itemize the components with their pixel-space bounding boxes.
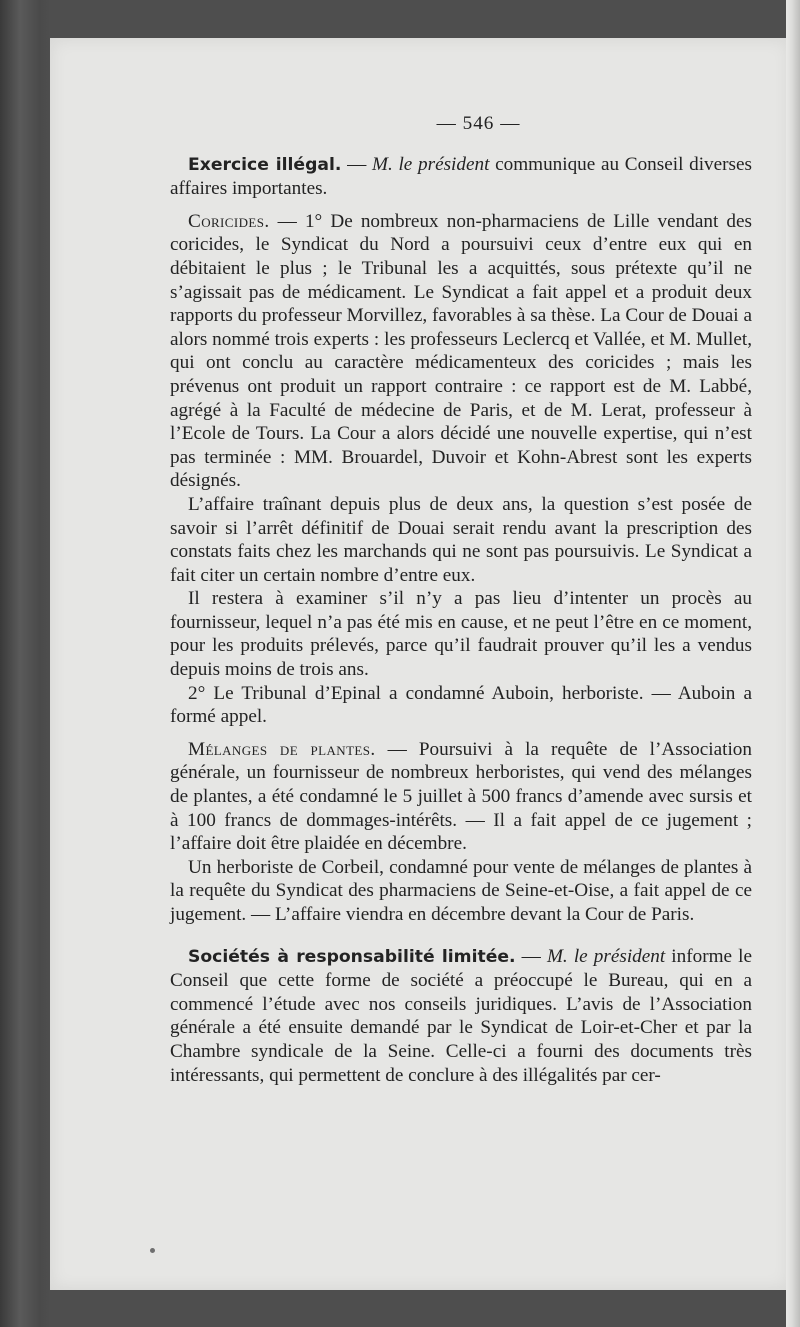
paragraph-text: informe le Conseil que cette forme de société a préoccupé le Bureau, qui en a commencé l’étude avec nos conseils juridiques. L’avis de l’Association générale a été ensuite demandé par le Syndicat de Loir-et-Cher et par la Chambre syndicale de la Seine. Celle-ci a fourni des documents très intéressants, qui permettent de conclure à des illégalités par cer- — [170, 945, 753, 1086]
dash: — — [341, 153, 372, 175]
paragraph-exercice-illegal — [170, 153, 752, 201]
paragraph-coricides-4: 2° Le Tribunal d’Epinal a condamné Auboin, herboriste. — Auboin a formé appel. — [170, 682, 752, 728]
president-reference: M. le président — [372, 153, 490, 175]
section-heading-exercice-illegal: Exercice illégal. — [188, 154, 342, 175]
paragraph-societes — [170, 945, 752, 1088]
dash: — — [515, 945, 547, 967]
paragraph-coricides-2: L’affaire traînant depuis plus de deux ans, la question s’est posée de savoir si l’arrêt définitif de Douai serait rendu avant la prescription des constats faits chez les marchands qui ne sont pas poursuivis. Le Syndicat a fait citer un certain nombre d’entre eux. — [170, 493, 752, 586]
paragraph-coricides — [170, 210, 752, 493]
paragraph-melanges-2: Un herboriste de Corbeil, condamné pour vente de mélanges de plantes à la requête du Syndicat des pharmaciens de Seine-et-Oise, a fait appel de ce jugement. — L’affaire viendra en décembre devant la Cour de Paris. — [170, 856, 752, 925]
section-heading-societes: Sociétés à responsabilité limitée. — [188, 946, 516, 967]
paragraph-text: communique au Conseil diverses affaires importantes. — [170, 153, 752, 200]
paragraph-melanges — [170, 738, 752, 856]
page-edge — [786, 0, 800, 1327]
subsection-label-coricides: Coricides. — [188, 210, 270, 232]
document-body — [170, 112, 752, 1087]
president-reference: M. le président — [546, 945, 666, 967]
paragraph-coricides-3: Il restera à examiner s’il n’y a pas lieu d’intenter un procès au fournisseur, lequel n’a pas été mis en cause, et ne peut l’être en ce moment, pour les produits prélevés, parce qu’il faudrait prouver qu’il les a vendus depuis moins de trois ans. — [170, 588, 752, 681]
paragraph-text: — 1° De nombreux non-pharmaciens de Lille vendant des coricides, le Syndicat du Nord a poursuivi ceux d’entre eux qui en débitaient le plus ; le Tribunal les a acquittés, sous prétexte qu’il ne s’agissait pas de médicament. Le Syndicat a fait appel et a produit deux rapports du professeur Morvillez, favorables à sa thèse. La Cour de Douai a alors nommé trois experts : les professeurs Leclercq et Vallée, et M. Mullet, qui ont conclu au caractère médicamenteux des coricides ; mais les prévenus ont produit un rapport contraire : ce rapport est de M. Labbé, agrégé à la Faculté de médecine de Paris, et de M. Lerat, professeur à l’Ecole de Tours. La Cour a alors décidé une nouvelle expertise, qui n’est pas terminée : MM. Brouardel, Duvoir et Kohn-Abrest sont les experts désignés. — [170, 210, 752, 492]
ink-speck — [150, 1248, 155, 1253]
subsection-label-melanges: Mélanges de plantes. — [188, 738, 376, 760]
paragraph-text: — Poursuivi à la requête de l’Association générale, un fournisseur de nombreux herboristes, qui vend des mélanges de plantes, a été condamné le 5 juillet à 500 francs d’amende avec sursis et à 100 francs de dommages-intérêts. — Il a fait appel de ce jugement ; l’affaire doit être plaidée en décembre. — [170, 738, 752, 855]
page-number: — 546 — — [436, 113, 521, 134]
